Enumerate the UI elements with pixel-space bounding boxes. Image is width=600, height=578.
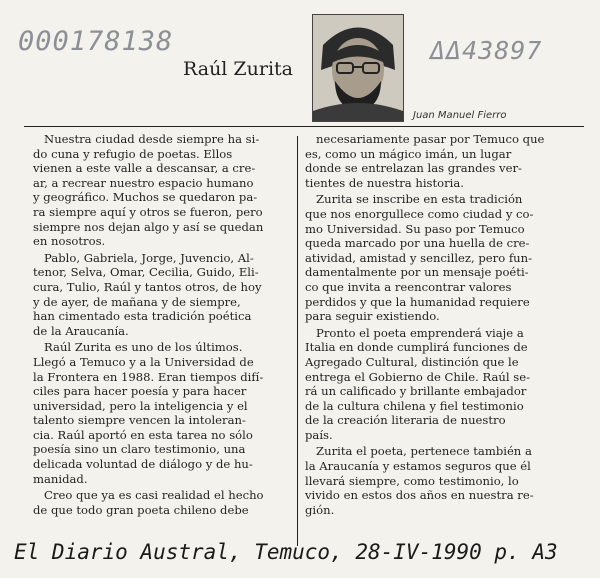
text-line: perdidos y que la humanidad requiere (305, 294, 530, 309)
article-paragraph (305, 132, 567, 190)
text-line: es, como un mágico imán, un lugar (305, 146, 512, 161)
article-paragraph (33, 251, 295, 339)
text-line: de la creación literaria de nuestro (305, 413, 506, 428)
article-paragraph (305, 444, 567, 517)
text-line: Pronto el poeta emprenderá viaje a (305, 325, 524, 340)
text-line: necesariamente pasar por Temuco que (305, 132, 545, 146)
text-line: gión. (305, 502, 335, 517)
text-line: que nos enorgullece como ciudad y co- (305, 206, 534, 221)
text-line: poesía sino un claro testimonio, una (33, 442, 246, 457)
article-paragraph (33, 340, 295, 486)
column-divider (297, 136, 298, 546)
text-line: Llegó a Temuco y a la Universidad de (33, 354, 254, 369)
text-line: Italia en donde cumplirá funciones de (305, 340, 528, 355)
text-line: entrega el Gobierno de Chile. Raúl se- (305, 369, 531, 384)
text-line: Agregado Cultural, distinción que le (305, 354, 519, 369)
header-divider (24, 126, 584, 127)
text-line: do cuna y refugio de poetas. Ellos (33, 146, 233, 161)
text-line: delicada voluntad de diálogo y de hu- (33, 457, 253, 472)
text-line: vivido en estos dos años en nuestra re- (305, 488, 534, 503)
text-line: queda marcado por una huella de cre- (305, 236, 530, 251)
text-line: ar, a recrear nuestro espacio humano (33, 175, 254, 190)
article-paragraph (305, 192, 567, 323)
text-line: vienen a este valle a descansar, a cre- (33, 161, 256, 176)
text-line: la Frontera en 1988. Eran tiempos difí- (33, 369, 264, 384)
author-portrait (312, 14, 404, 122)
text-line: la Araucanía y estamos seguros que él (305, 459, 531, 474)
text-line: Nuestra ciudad desde siempre ha si- (33, 132, 260, 146)
text-line: Raúl Zurita es uno de los últimos. (33, 340, 243, 355)
text-line: mo Universidad. Su paso por Temuco (305, 221, 525, 236)
text-line: damentalmente por un mensaje poéti- (305, 265, 529, 280)
article-paragraph (33, 488, 295, 517)
archive-number-left: 000178138 (18, 26, 174, 57)
text-line: Creo que ya es casi realidad el hecho (33, 488, 264, 503)
text-line: han cimentado esta tradición poética (33, 309, 252, 324)
text-line: tientes de nuestra historia. (305, 175, 464, 190)
article-title: Raúl Zurita (183, 58, 293, 80)
article-paragraph (33, 132, 295, 249)
text-line: para seguir existiendo. (305, 309, 440, 324)
text-line: atividad, amistad y sencillez, pero fun- (305, 250, 533, 265)
source-annotation: El Diario Austral, Temuco, 28-IV-1990 p. A3 (14, 540, 558, 564)
text-line: Zurita se inscribe en esta tradición (305, 192, 523, 207)
photo-caption: Juan Manuel Fierro (413, 110, 507, 121)
text-line: co que invita a reencontrar valores (305, 279, 512, 294)
article-paragraph (305, 326, 567, 443)
text-line: tenor, Selva, Omar, Cecilia, Guido, Eli- (33, 265, 259, 280)
text-line: manidad. (33, 471, 88, 486)
text-line: siempre nos dejan algo y así se quedan (33, 219, 264, 234)
text-line: país. (305, 427, 333, 442)
article-column-left (33, 132, 295, 519)
text-line: de la cultura chilena y fiel testimonio (305, 398, 524, 413)
text-line: talento siempre vencen la intoleran- (33, 413, 246, 428)
text-line: en nosotros. (33, 234, 106, 249)
text-line: Zurita el poeta, pertenece también a (305, 444, 532, 459)
text-line: ciles para hacer poesía y para hacer (33, 384, 247, 399)
text-line: rá un calificado y brillante embajador (305, 384, 527, 399)
text-line: y geográfico. Muchos se quedaron pa- (33, 190, 258, 205)
text-line: donde se entrelazan las grandes ver- (305, 161, 522, 176)
text-line: de la Araucanía. (33, 323, 129, 338)
archive-number-right: ΔΔ43897 (430, 36, 543, 65)
text-line: llevará siempre, como testimonio, lo (305, 473, 519, 488)
text-line: ra siempre aquí y otros se fueron, pero (33, 204, 263, 219)
text-line: cura, Tulio, Raúl y tantos otros, de hoy (33, 279, 262, 294)
article-column-right (305, 132, 567, 519)
text-line: de que todo gran poeta chileno debe (33, 502, 249, 517)
text-line: Pablo, Gabriela, Jorge, Juvencio, Al- (33, 250, 254, 265)
text-line: cia. Raúl aportó en esta tarea no sólo (33, 427, 253, 442)
text-line: universidad, pero la inteligencia y el (33, 398, 248, 413)
portrait-image (313, 15, 403, 121)
text-line: y de ayer, de mañana y de siempre, (33, 294, 241, 309)
